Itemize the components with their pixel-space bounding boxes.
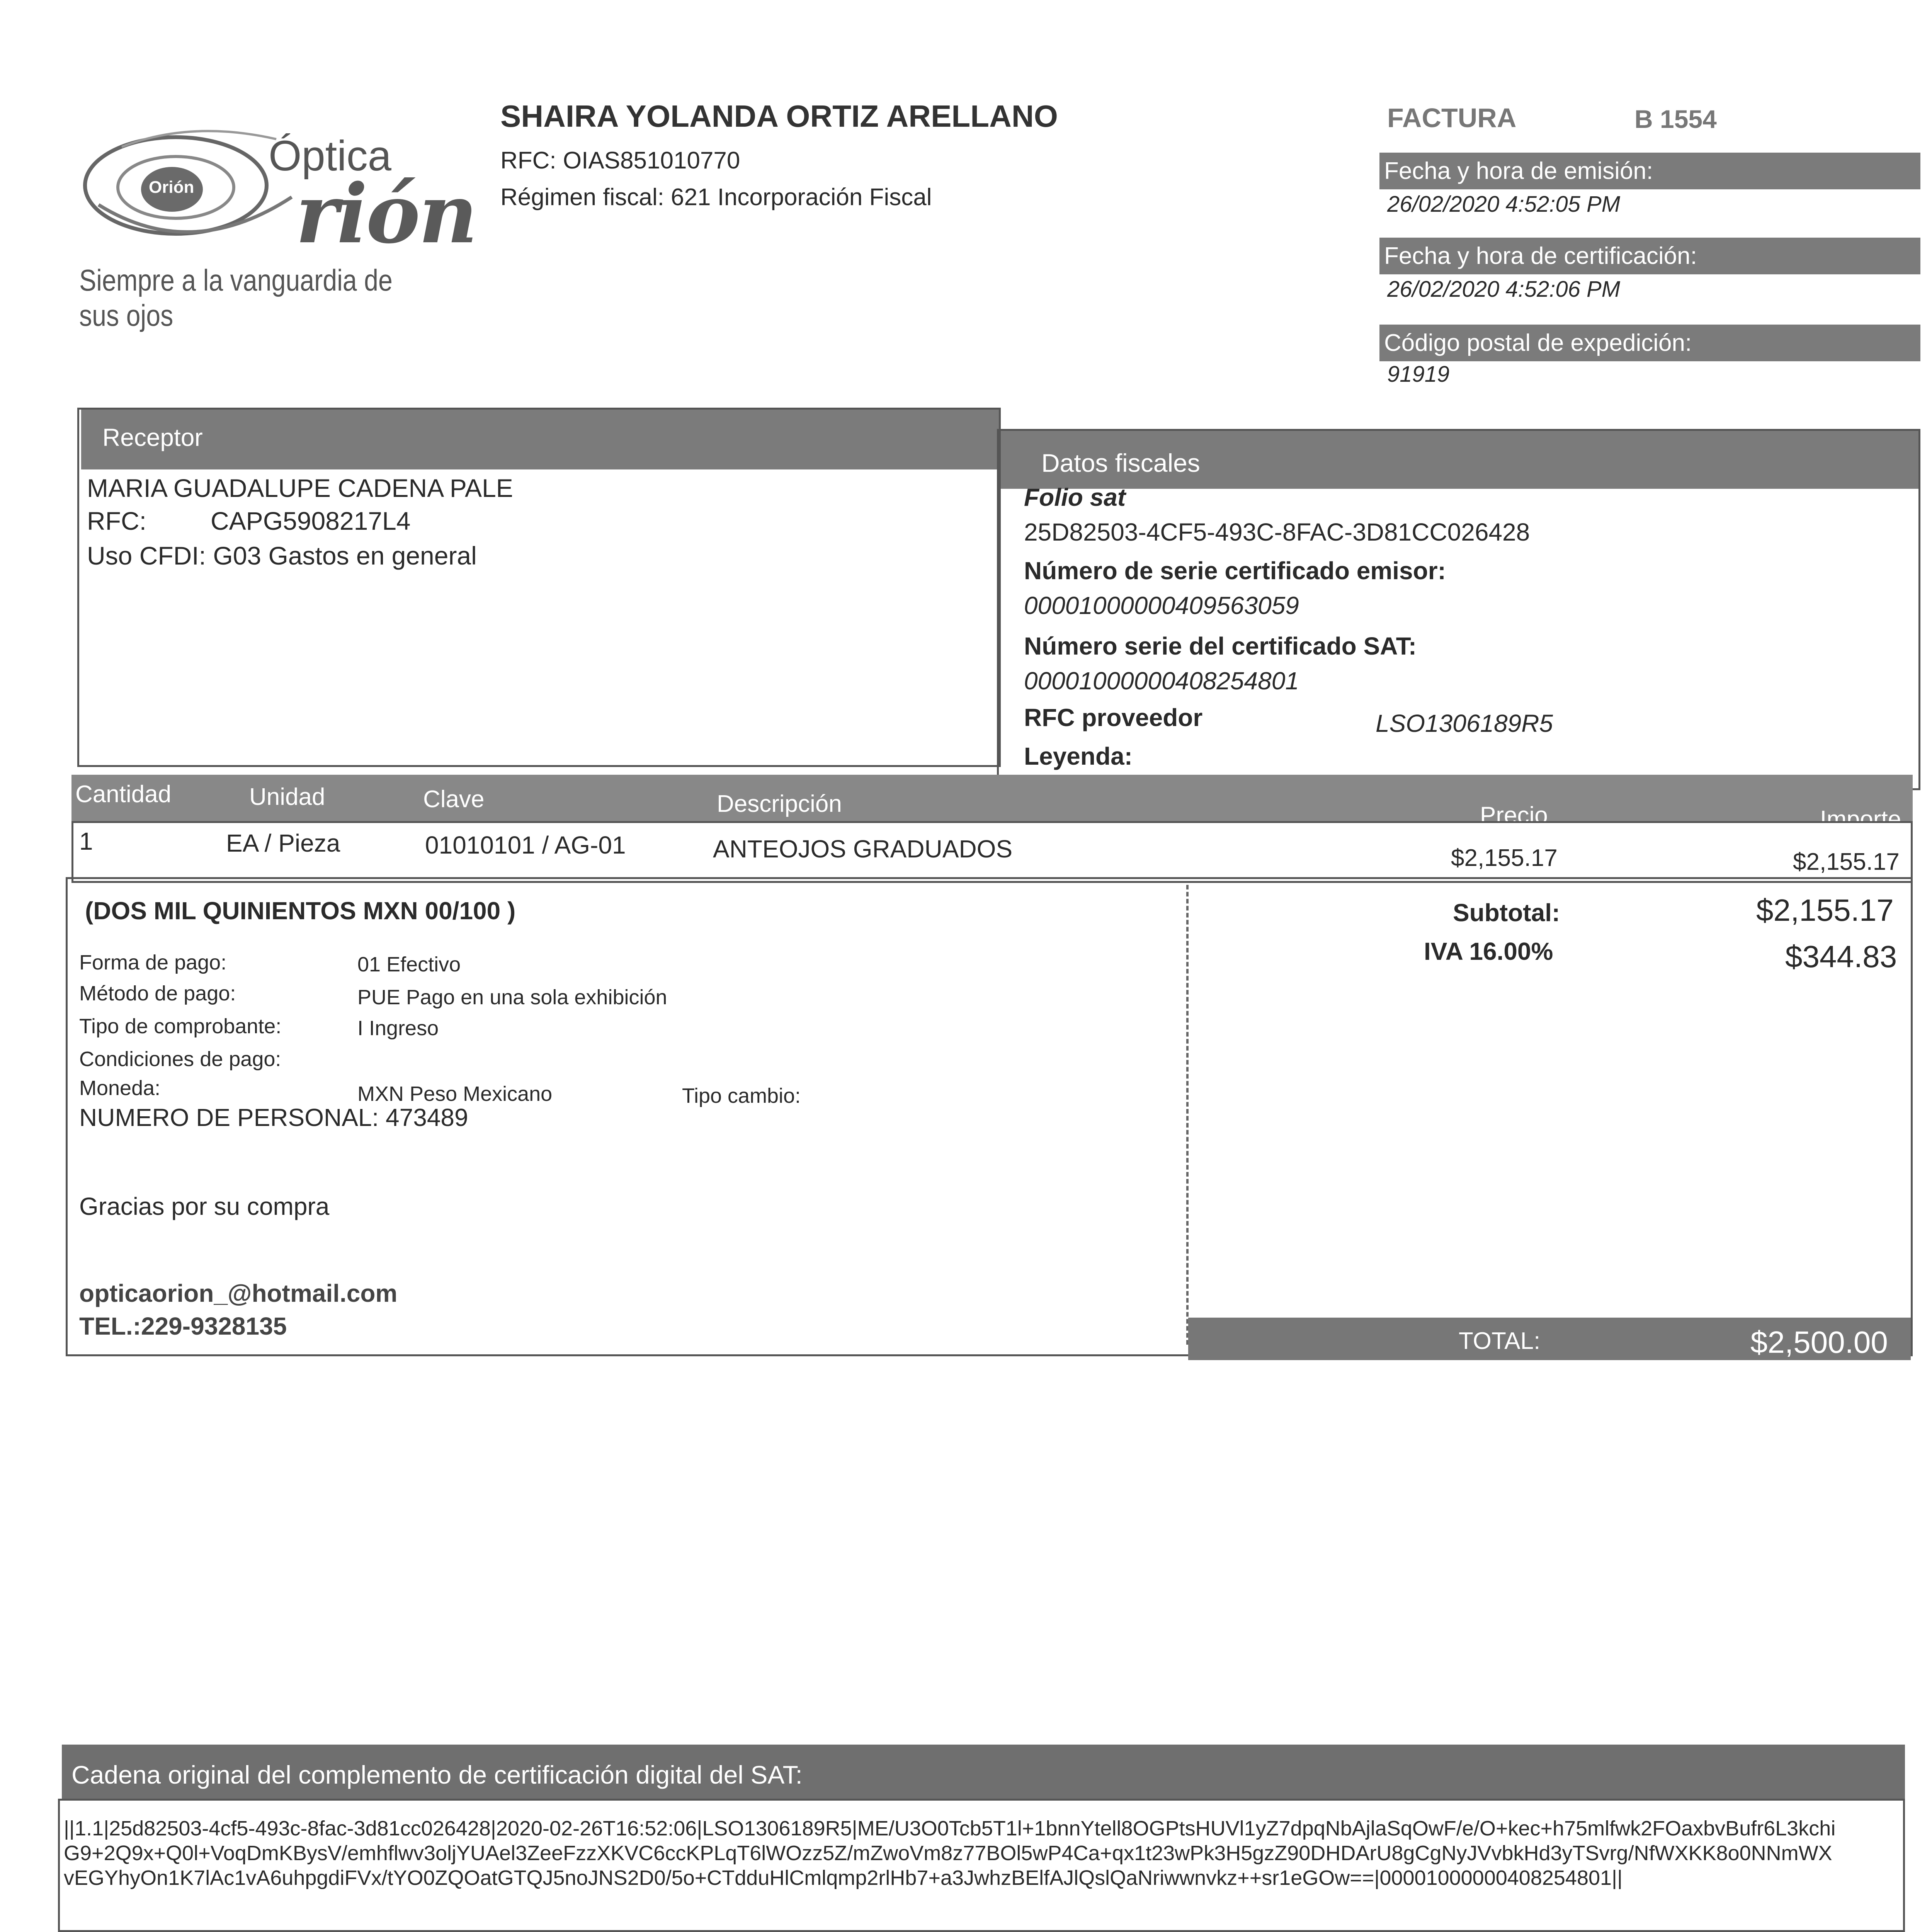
- serie-emisor-label: Número de serie certificado emisor:: [1024, 557, 1446, 585]
- receptor-title: Receptor: [102, 423, 203, 451]
- moneda-label: Moneda:: [79, 1077, 161, 1100]
- cadena-text: ||1.1|25d82503-4cf5-493c-8fac-3d81cc026428|2020-02-26T16:52:06|LSO1306189R5|ME/U3O0Tcb5T1l+1bnnYtell8OGPtsHUVl1yZ7dpqNbAjlaSqOwF/e/O+kec+h75mlfwk2FOaxbvBufr6L3kchiG9+2Q9x+Q0l+VoqDmKBysV/emhflwv3oljYUAel3ZeeFzzXKVC6ccKPLqT6lWOzz5Z/mZwoVm8z77BOl5wP4Ca+qx1t23wPk3H5gzZ90DHDArU8gCgNyJVvbkHd3yTSvrg/NfWXKK8o0NNmWXvEGYhyOn1K7lAc1vA6uhpgdiFVx/tYO0ZQOatGTQJ5noJNS2D0/5o+CTdduHlCmlqmp2rlHb7+a3JwhzBElfAJlQslQaNriwwnvkz++sr1eGOw==|00001000000408254801||: [64, 1817, 1836, 1889]
- amount-in-words: (DOS MIL QUINIENTOS MXN 00/100 ): [85, 897, 516, 925]
- cadena-title: Cadena original del complemento de certificación digital del SAT:: [71, 1760, 803, 1789]
- certification-value: 26/02/2020 4:52:06 PM: [1387, 277, 1621, 302]
- iva-value: $344.83: [1785, 939, 1897, 974]
- tipo-comprobante-label: Tipo de comprobante:: [79, 1015, 282, 1038]
- rfc-proveedor-label: RFC proveedor: [1024, 704, 1203, 731]
- serie-emisor-value: 00001000000409563059: [1024, 592, 1299, 619]
- fiscal-header: [1001, 431, 1918, 489]
- logo-brand-top: Óptica: [269, 132, 391, 180]
- row-unidad: EA / Pieza: [226, 829, 340, 857]
- metodo-pago-value: PUE Pago en una sola exhibición: [357, 986, 667, 1009]
- subtotal-value: $2,155.17: [1756, 893, 1894, 927]
- col-descripcion: Descripción: [717, 791, 842, 817]
- serie-sat-value: 00001000000408254801: [1024, 667, 1299, 695]
- receptor-rfc-label: RFC:: [87, 507, 146, 535]
- issuer-regimen: Régimen fiscal: 621 Incorporación Fiscal: [500, 184, 932, 211]
- rfc-proveedor-value: LSO1306189R5: [1376, 709, 1553, 737]
- col-cantidad: Cantidad: [75, 781, 172, 808]
- tipo-cambio-label: Tipo cambio:: [682, 1084, 801, 1107]
- receptor-uso-cfdi: Uso CFDI: G03 Gastos en general: [87, 541, 477, 570]
- forma-pago-value: 01 Efectivo: [357, 953, 461, 976]
- contact-email: opticaorion_@hotmail.com: [79, 1279, 398, 1307]
- certification-bar: [1379, 238, 1920, 274]
- logo-badge: Orión: [149, 178, 194, 197]
- issuer-rfc: RFC: OIAS851010770: [500, 147, 740, 174]
- receptor-rfc-value: CAPG5908217L4: [211, 507, 411, 535]
- totals-divider: [1186, 885, 1189, 1345]
- postal-code-value: 91919: [1387, 362, 1450, 387]
- moneda-value: MXN Peso Mexicano: [357, 1082, 553, 1105]
- leyenda-label: Leyenda:: [1024, 742, 1133, 770]
- row-cantidad: 1: [79, 827, 93, 855]
- postal-code-bar: [1379, 325, 1920, 361]
- logo-tagline: Siempre a la vanguardia de sus ojos: [79, 263, 393, 332]
- tipo-comprobante-value: I Ingreso: [357, 1017, 439, 1040]
- company-logo: [75, 116, 493, 332]
- fiscal-title: Datos fiscales: [1041, 449, 1200, 477]
- metodo-pago-label: Método de pago:: [79, 982, 236, 1005]
- cadena-header: [62, 1745, 1905, 1801]
- iva-label: IVA 16.00%: [1424, 937, 1553, 965]
- condiciones-pago-label: Condiciones de pago:: [79, 1048, 281, 1071]
- logo-brand-main: rión: [296, 166, 476, 262]
- row-descripcion: ANTEOJOS GRADUADOS: [713, 835, 1013, 863]
- issuer-name: SHAIRA YOLANDA ORTIZ ARELLANO: [500, 99, 1058, 133]
- total-value: $2,500.00: [1750, 1325, 1888, 1359]
- col-importe: Importe: [1820, 806, 1901, 833]
- items-header: [71, 775, 1913, 833]
- postal-code-label: Código postal de expedición:: [1384, 330, 1692, 356]
- forma-pago-label: Forma de pago:: [79, 951, 227, 974]
- serie-sat-label: Número serie del certificado SAT:: [1024, 632, 1417, 660]
- folio-value: 25D82503-4CF5-493C-8FAC-3D81CC026428: [1024, 518, 1530, 546]
- invoice-number: B 1554: [1634, 105, 1717, 133]
- row-importe: $2,155.17: [1793, 849, 1900, 875]
- col-unidad: Unidad: [249, 784, 325, 810]
- certification-label: Fecha y hora de certificación:: [1384, 243, 1697, 269]
- emission-bar: [1379, 153, 1920, 189]
- col-clave: Clave: [423, 786, 485, 813]
- contact-phone: TEL.:229-9328135: [79, 1312, 287, 1340]
- receptor-header: [81, 410, 999, 469]
- invoice-label: FACTURA: [1387, 103, 1517, 133]
- total-label: TOTAL:: [1459, 1328, 1541, 1354]
- receptor-name: MARIA GUADALUPE CADENA PALE: [87, 474, 513, 502]
- folio-label: Folio sat: [1024, 483, 1126, 511]
- thanks-message: Gracias por su compra: [79, 1192, 330, 1220]
- row-precio: $2,155.17: [1451, 845, 1558, 871]
- subtotal-label: Subtotal:: [1453, 899, 1560, 927]
- emission-label: Fecha y hora de emisión:: [1384, 158, 1653, 184]
- total-bar: [1188, 1318, 1911, 1360]
- numero-personal: NUMERO DE PERSONAL: 473489: [79, 1104, 468, 1131]
- row-clave: 01010101 / AG-01: [425, 831, 626, 859]
- col-precio: Precio: [1480, 802, 1548, 829]
- emission-value: 26/02/2020 4:52:05 PM: [1387, 192, 1621, 217]
